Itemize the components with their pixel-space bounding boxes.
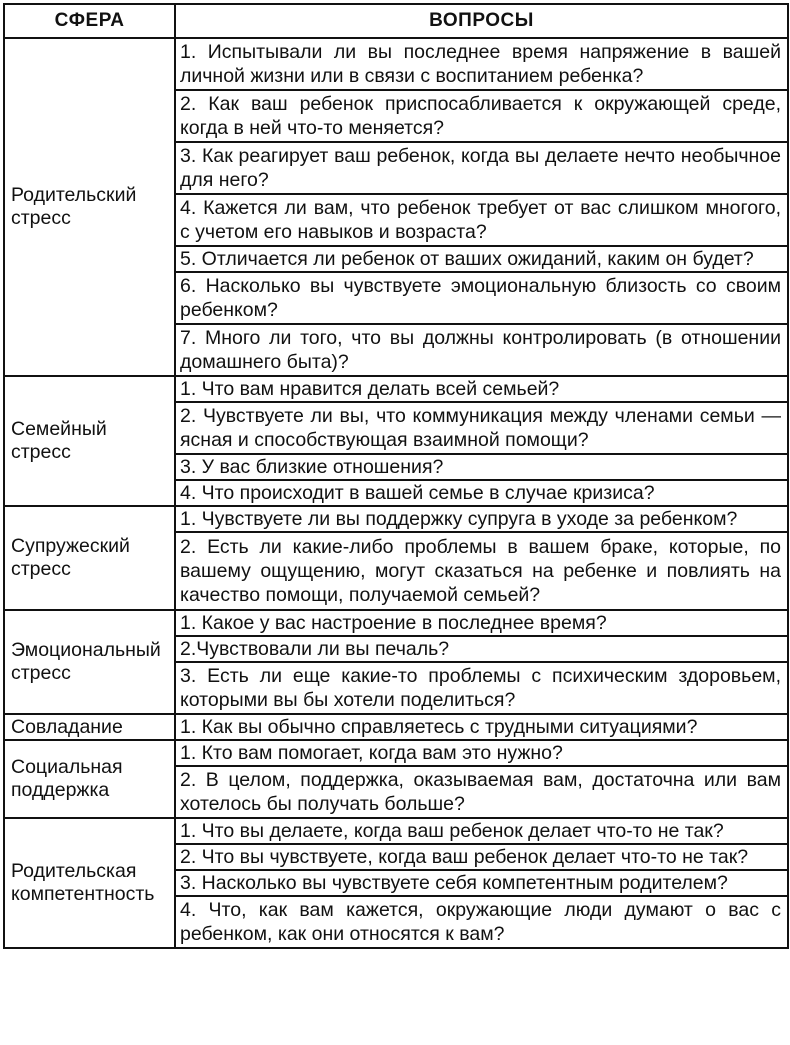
question-cell: 1. Какое у вас настроение в последнее время? bbox=[175, 610, 788, 636]
question-cell: 3. Насколько вы чувствуете себя компетентным родителем? bbox=[175, 870, 788, 896]
header-questions: ВОПРОСЫ bbox=[175, 4, 788, 38]
sphere-emotional-stress: Эмоциональный стресс bbox=[4, 610, 175, 714]
sphere-marital-stress: Супружеский стресс bbox=[4, 506, 175, 610]
question-cell: 4. Кажется ли вам, что ребенок требует от вас слишком многого, с учетом его навыков и возраста? bbox=[175, 194, 788, 246]
sphere-coping: Совладание bbox=[4, 714, 175, 740]
question-cell: 6. Насколько вы чувствуете эмоциональную близость со своим ребенком? bbox=[175, 272, 788, 324]
table-row bbox=[4, 818, 788, 844]
question-cell: 2. Есть ли какие-либо проблемы в вашем браке, которые, по вашему ощущению, могут сказаться на ребенке и повлиять на качество помощи, получаемой семьей? bbox=[175, 532, 788, 610]
question-cell: 3. Как реагирует ваш ребенок, когда вы делаете нечто необычное для него? bbox=[175, 142, 788, 194]
question-cell: 5. Отличается ли ребенок от ваших ожиданий, каким он будет? bbox=[175, 246, 788, 272]
question-cell: 7. Много ли того, что вы должны контролировать (в отношении домашнего быта)? bbox=[175, 324, 788, 376]
table-row bbox=[4, 376, 788, 402]
sphere-family-stress: Семейный стресс bbox=[4, 376, 175, 506]
question-cell: 1. Испытывали ли вы последнее время напряжение в вашей личной жизни или в связи с воспитанием ребенка? bbox=[175, 38, 788, 90]
question-cell: 3. У вас близкие отношения? bbox=[175, 454, 788, 480]
question-cell: 1. Что вы делаете, когда ваш ребенок делает что-то не так? bbox=[175, 818, 788, 844]
table-row bbox=[4, 610, 788, 636]
question-cell: 2. Чувствуете ли вы, что коммуникация между членами семьи — ясная и способствующая взаимной помощи? bbox=[175, 402, 788, 454]
question-cell: 1. Чувствуете ли вы поддержку супруга в уходе за ребенком? bbox=[175, 506, 788, 532]
table-row bbox=[4, 506, 788, 532]
question-cell: 4. Что происходит в вашей семье в случае кризиса? bbox=[175, 480, 788, 506]
table-row bbox=[4, 38, 788, 90]
sphere-social-support: Социальная поддержка bbox=[4, 740, 175, 818]
header-row bbox=[4, 4, 788, 38]
question-cell: 2. Что вы чувствуете, когда ваш ребенок делает что-то не так? bbox=[175, 844, 788, 870]
sphere-parental-competence: Родительская компетентность bbox=[4, 818, 175, 948]
header-sphere: СФЕРА bbox=[4, 4, 175, 38]
question-cell: 2. В целом, поддержка, оказываемая вам, достаточна или вам хотелось бы получать больше? bbox=[175, 766, 788, 818]
question-cell: 2.Чувствовали ли вы печаль? bbox=[175, 636, 788, 662]
question-cell: 1. Что вам нравится делать всей семьей? bbox=[175, 376, 788, 402]
questionnaire-table bbox=[3, 3, 789, 949]
question-cell: 3. Есть ли еще какие-то проблемы с психическим здоровьем, которыми вы бы хотели поделиться? bbox=[175, 662, 788, 714]
sphere-parental-stress: Родительский стресс bbox=[4, 38, 175, 376]
table-row bbox=[4, 740, 788, 766]
table-row bbox=[4, 714, 788, 740]
question-cell: 1. Кто вам помогает, когда вам это нужно? bbox=[175, 740, 788, 766]
question-cell: 2. Как ваш ребенок приспосабливается к окружающей среде, когда в ней что-то меняется? bbox=[175, 90, 788, 142]
question-cell: 1. Как вы обычно справляетесь с трудными ситуациями? bbox=[175, 714, 788, 740]
question-cell: 4. Что, как вам кажется, окружающие люди думают о вас с ребенком, как они относятся к вам? bbox=[175, 896, 788, 948]
